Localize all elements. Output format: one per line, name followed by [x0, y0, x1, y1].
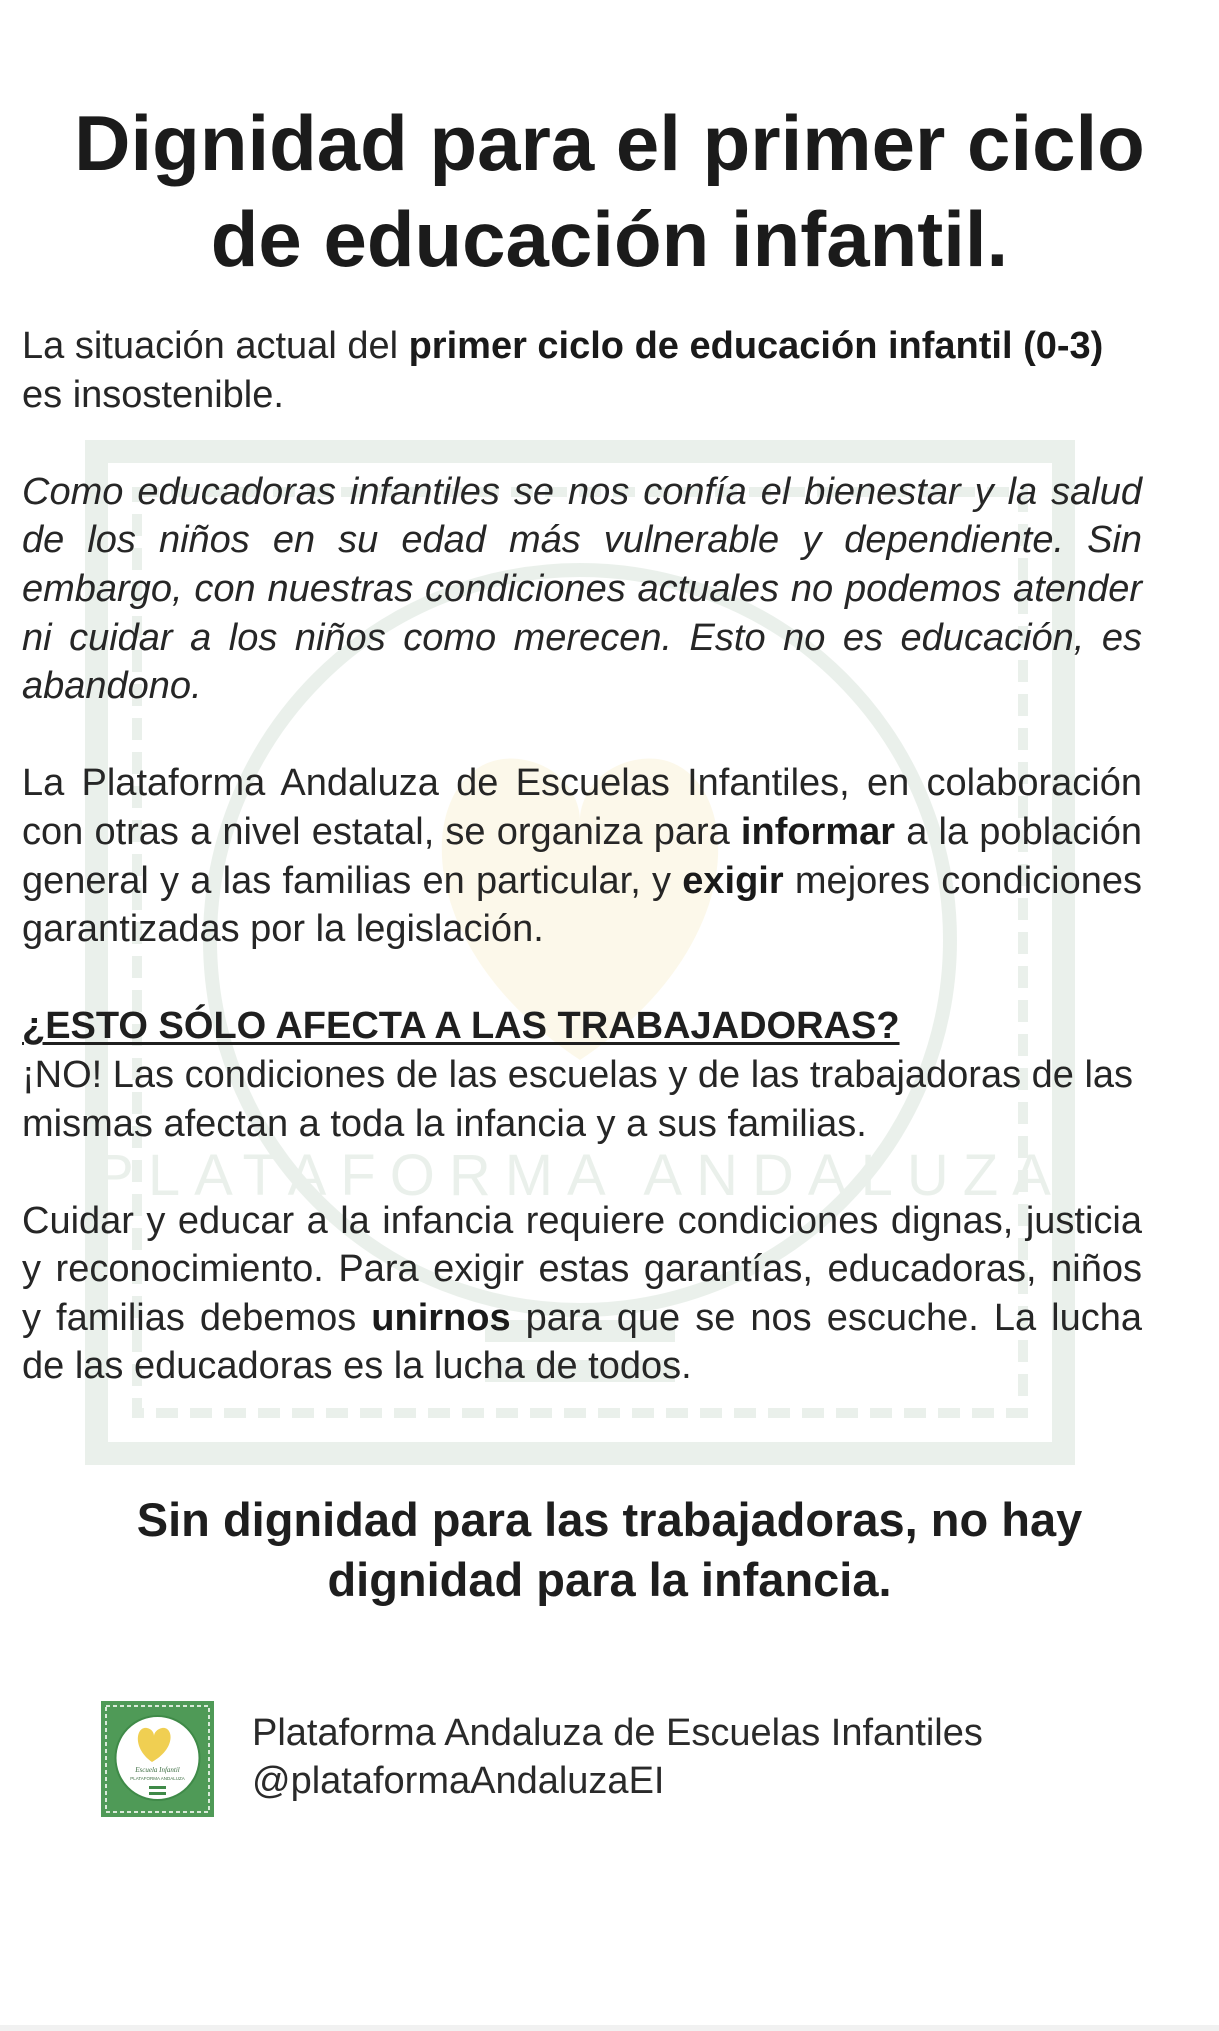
bold-run: primer ciclo de educación infantil (0-3) [408, 325, 1104, 367]
question-text: ¿ESTO SÓLO AFECTA A LAS TRABAJADORAS? [22, 1005, 900, 1048]
paragraph-plataforma [22, 759, 1142, 953]
heart-logo-icon [100, 1700, 215, 1818]
bold-run: informar [740, 810, 896, 853]
body-text [22, 322, 1142, 1440]
paragraph-educadoras [22, 468, 1142, 711]
bold-run: unirnos [371, 1296, 511, 1339]
title-line-2: de educación infantil. [210, 195, 1009, 283]
text-run: Cuidar y educar a la infancia requiere condiciones dignas, justicia y reconocimiento. Para exigir estas garantías, educadoras, niños y familias debemos [22, 1199, 1142, 1339]
logo-text-bottom: PLATAFORMA ANDALUZA [130, 1776, 185, 1781]
bottom-divider [0, 2025, 1219, 2031]
text-run: a la población general y a las familias en particular, y [22, 810, 1142, 902]
signature-block [252, 1709, 983, 1805]
text-run: La Plataforma Andaluza de Escuelas Infantiles, en colaboración con otras a nivel estatal, se organiza para [22, 762, 1142, 853]
text-run: es insostenible. [22, 373, 284, 416]
paragraph-cuidar [22, 1197, 1142, 1391]
text-run: La situación actual del [22, 325, 409, 367]
social-handle: @plataformaAndaluzaEI [252, 1760, 665, 1802]
logo-text-top: Escuela Infantil [135, 1766, 180, 1774]
text-run: mejores condiciones garantizadas por la legislación. [22, 859, 1142, 951]
closing-line-1: Sin dignidad para las trabajadoras, no hay [136, 1493, 1083, 1546]
bold-run: exigir [682, 859, 784, 902]
question-heading [22, 1002, 1142, 1051]
title-line-1: Dignidad para el primer ciclo [74, 99, 1145, 187]
watermark-text: PLATAFORMA ANDALUZA [95, 1143, 1065, 1208]
italic-run: Como educadoras infantiles se nos confía el bienestar y la salud de los niños en su edad más vulnerable y dependiente. Sin embargo, con nuestras condiciones actuales no podemos atender ni cuidar a los niños como merecen. Esto no es educación, es abandono. [22, 470, 1142, 708]
closing-statement [40, 1490, 1179, 1610]
paragraph-situation [22, 322, 1142, 419]
text-run: para que se nos escuche. La lucha de las educadoras es la lucha de todos. [22, 1296, 1142, 1388]
text-run: ¡NO! Las condiciones de las escuelas y de las trabajadoras de las mismas afectan a toda la infancia y a sus familias. [22, 1053, 1134, 1145]
paragraph-respuesta [22, 1051, 1142, 1148]
page-title [30, 95, 1189, 287]
closing-line-2: dignidad para la infancia. [327, 1553, 892, 1606]
org-name: Plataforma Andaluza de Escuelas Infantiles [252, 1712, 983, 1754]
